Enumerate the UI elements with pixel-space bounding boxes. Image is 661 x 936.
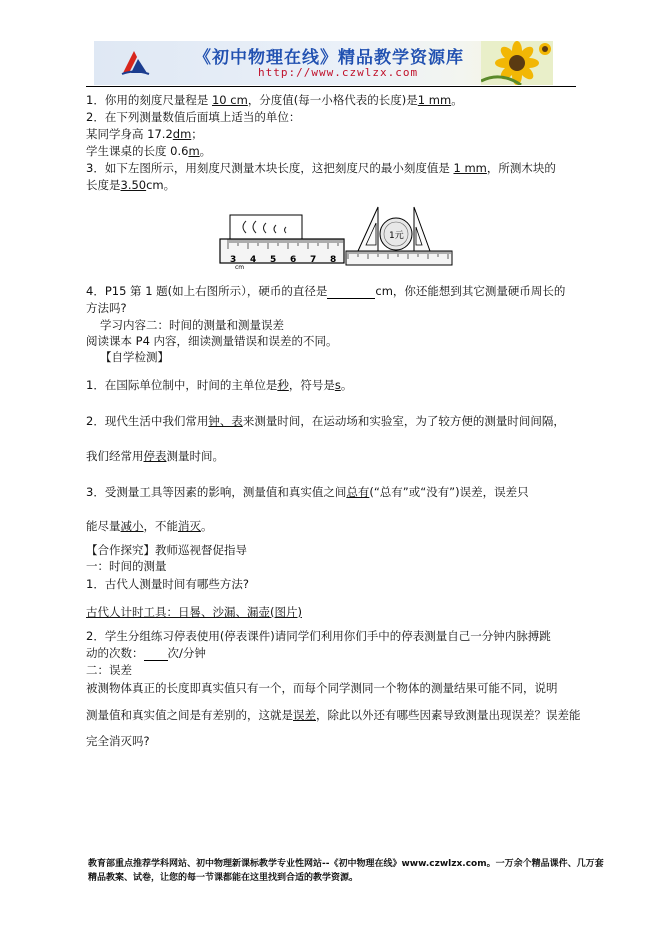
s1-symbol-answer: s [334, 378, 341, 392]
coop-question-1: 1．古代人测量时间有哪些方法? [86, 577, 249, 591]
coop-subheading-1: 一：时间的测量 [86, 559, 167, 573]
self-check-1 [86, 377, 352, 393]
question-4-line-1 [86, 283, 565, 299]
ruler-number-8: 8 [330, 255, 337, 265]
question-4-line-2: 方法吗? [86, 301, 127, 315]
coop-question-2-line-2 [86, 645, 206, 661]
banner-title: 《初中物理在线》精品教学资源库 [194, 48, 464, 68]
header-banner [94, 41, 553, 85]
coin-label: 1元 [389, 231, 404, 241]
q1-range-answer: 10 cm [211, 93, 248, 107]
q3-mid: ，所测木块的 [486, 161, 556, 175]
q2-line1-prefix: 某同学身高 17.2 [86, 127, 173, 141]
pulse-count-blank[interactable] [144, 646, 168, 661]
s2-tools-answer: 钟、表 [208, 414, 243, 428]
s3-line2-prefix: 能尽量 [86, 519, 121, 533]
s2-line2-suffix: 测量时间。 [166, 449, 224, 463]
coop-title: 【合作探究】教师巡视督促指导 [86, 543, 247, 557]
question-3-line-2 [86, 177, 175, 193]
ruler-block-figure [220, 215, 344, 271]
coop-q2-prefix: 动的次数： [86, 646, 144, 660]
s3-answer: 总有 [346, 485, 370, 499]
q1-division-answer: 1 mm [417, 93, 452, 107]
wood-block [230, 215, 302, 239]
s2-suffix: 来测量时间，在运动场和实验室，为了较方便的测量时间间隔， [242, 414, 565, 428]
s3-line2-suffix: 。 [201, 519, 213, 533]
set-square-left [358, 207, 378, 251]
sunflower-icon [481, 41, 553, 85]
question-2-line-2 [86, 143, 211, 159]
ruler-number-7: 7 [310, 255, 317, 265]
error-paragraph-line-1: 被测物体真正的长度即真实值只有一个，而每个同学测同一个物体的测量结果可能不同，说明 [86, 681, 558, 695]
q3-length-answer: 3.50 [120, 178, 147, 192]
s2-tool2-answer: 停表 [143, 449, 167, 463]
q4-suffix: cm，你还能想到其它测量硬币周长的 [375, 284, 566, 298]
coop-q2-suffix: 次/分钟 [167, 646, 206, 660]
section-2-instruction: 阅读课本 P4 内容，细读测量错误和误差的不同。 [86, 334, 338, 348]
para-answer: 误差 [293, 708, 316, 722]
section-2-title: 学习内容二：时间的测量和测量误差 [100, 318, 284, 332]
q2-line2-suffix: 。 [199, 144, 212, 158]
s3-prefix: 3．受测量工具等因素的影响，测量值和真实值之间 [86, 485, 347, 499]
q2-line2-prefix: 学生课桌的长度 0.6 [86, 144, 189, 158]
s2-line2-prefix: 我们经常用 [86, 449, 144, 463]
q4-prefix: 4．P15 第 1 题(如上右图所示），硬币的直径是 [86, 284, 328, 298]
q2-line1-suffix: ； [191, 127, 203, 141]
header-divider [86, 86, 576, 87]
question-3-line-1 [86, 160, 556, 176]
q3-line2-suffix: cm。 [146, 178, 176, 192]
s3-answer-2: 减小 [120, 519, 144, 533]
site-logo-icon [120, 47, 150, 77]
self-check-2-line-2 [86, 448, 224, 464]
ruler-unit: cm [235, 264, 245, 271]
s3-suffix: (“总有”或“没有”)误差，误差只 [369, 485, 529, 499]
ruler-number-5: 5 [270, 255, 277, 265]
para-suffix: ，除此以外还有哪些因素导致测量出现误差？误差能 [316, 708, 581, 722]
s1-prefix: 1．在国际单位制中，时间的主单位是 [86, 378, 278, 392]
ruler-number-4: 4 [250, 255, 257, 265]
coin-figure [346, 207, 452, 265]
self-check-3-line-2 [86, 518, 213, 534]
q4-blank[interactable] [327, 284, 375, 299]
q1-mid: ，分度值(每一小格代表的长度)是 [247, 93, 418, 107]
s3-line2-mid: ，不能 [143, 519, 178, 533]
coop-subheading-2: 二：误差 [86, 663, 132, 677]
measurement-figure [218, 205, 454, 271]
q2-line2-unit-answer: m [188, 144, 200, 158]
q1-suffix: 。 [451, 93, 463, 107]
self-check-2-line-1 [86, 413, 565, 429]
s1-suffix: 。 [340, 378, 353, 392]
error-paragraph-line-2 [86, 707, 581, 723]
question-2-prompt: 2．在下列测量数值后面填上适当的单位： [86, 110, 301, 124]
s1-unit-answer: 秒 [277, 378, 289, 392]
ruler-number-3: 3 [230, 255, 237, 265]
self-check-3-line-1 [86, 484, 529, 500]
para-prefix: 测量值和真实值之间是有差别的，这就是 [86, 708, 293, 722]
coop-question-2-line-1: 2．学生分组练习停表使用(停表课件)请同学们利用你们手中的停表测量自己一分钟内脉搏跳 [86, 629, 551, 643]
q3-line2-prefix: 长度是 [86, 178, 121, 192]
ruler-number-6: 6 [290, 255, 297, 265]
s1-mid: ，符号是 [288, 378, 335, 392]
s2-prefix: 2．现代生活中我们常用 [86, 414, 209, 428]
s3-answer-3: 消灭 [178, 519, 201, 533]
error-paragraph-line-3: 完全消灭吗? [86, 734, 150, 748]
coop-answer-1: 古代人计时工具：日晷、沙漏、漏壶(图片) [86, 605, 302, 619]
page-footer: 教育部重点推荐学科网站、初中物理新课标教学专业性网站--《初中物理在线》www.czwlzx.com。一万余个精品课件、几万套精品教案、试卷，让您的每一节课都能在这里找到合适的教学资源。 [88, 859, 604, 883]
question-2-line-1 [86, 126, 203, 142]
q1-prefix: 1．你用的刻度尺量程是 [86, 93, 209, 107]
question-1 [86, 92, 463, 108]
self-check-heading: 【自学检测】 [100, 350, 169, 364]
q3-min-scale-answer: 1 mm [453, 161, 487, 175]
q2-line1-unit-answer: dm [172, 127, 192, 141]
q3-prefix: 3．如下左图所示，用刻度尺测量木块长度，这把刻度尺的最小刻度值是 [86, 161, 450, 175]
banner-url[interactable]: http://www.czwlzx.com [258, 66, 419, 79]
